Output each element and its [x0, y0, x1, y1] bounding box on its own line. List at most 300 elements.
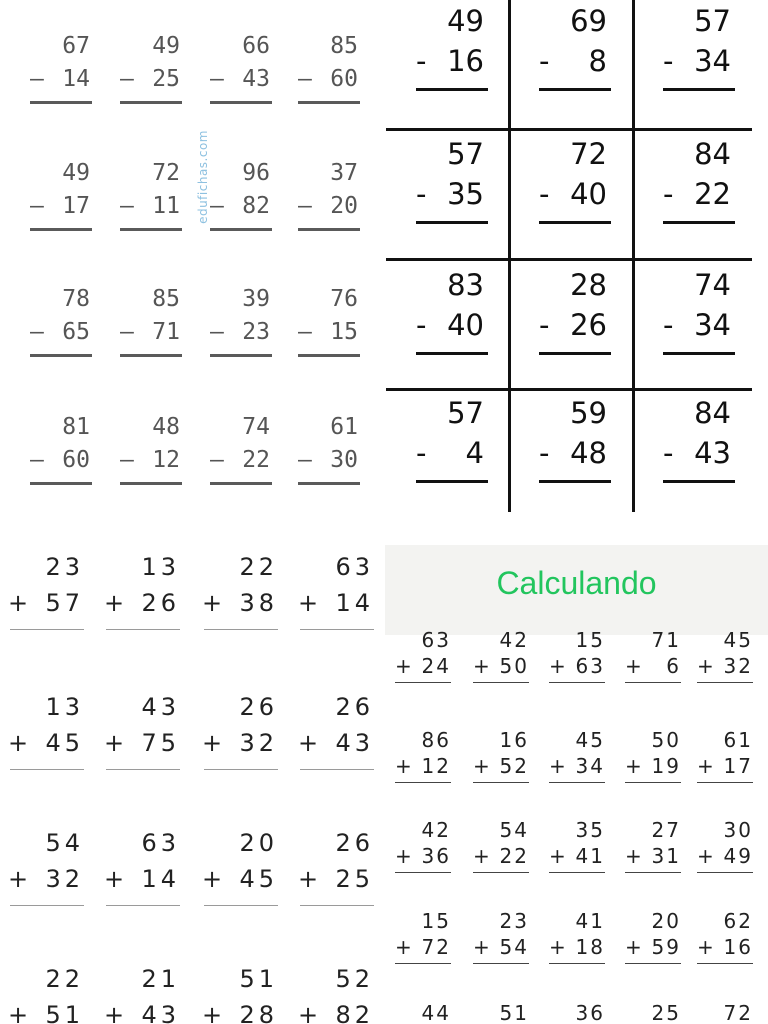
- top-number: 72: [152, 160, 180, 186]
- bottom-number: 17: [723, 754, 753, 778]
- arithmetic-problem: [298, 414, 364, 484]
- arithmetic-problem: [641, 137, 741, 227]
- answer-line: [10, 769, 84, 770]
- operator-sign: +: [202, 1001, 227, 1024]
- arithmetic-problem: [290, 821, 374, 905]
- answer-line: [30, 228, 92, 231]
- operator-sign: –: [120, 66, 134, 92]
- top-number: 52: [335, 965, 374, 993]
- bottom-number: 24: [421, 654, 451, 678]
- answer-line: [395, 963, 451, 964]
- addition-worksheet-bottom-left: [0, 545, 382, 1024]
- arithmetic-problem: [389, 909, 451, 971]
- operator-sign: +: [697, 754, 716, 778]
- top-number: 22: [45, 965, 84, 993]
- bottom-number: 54: [499, 935, 529, 959]
- top-number: 66: [242, 33, 270, 59]
- arithmetic-problem: [467, 909, 529, 971]
- bottom-number: 25: [152, 66, 180, 92]
- grid-line: [386, 128, 752, 131]
- answer-line: [625, 682, 681, 683]
- bottom-number: 43: [335, 729, 374, 757]
- bottom-number: 34: [575, 754, 605, 778]
- arithmetic-problem: [517, 268, 617, 358]
- top-number: 30: [723, 818, 753, 842]
- top-number: 72: [570, 137, 607, 171]
- top-number: 71: [651, 628, 681, 652]
- bottom-number: 41: [575, 844, 605, 868]
- arithmetic-problem: [30, 414, 96, 484]
- bottom-number: 22: [499, 844, 529, 868]
- top-number: 72: [723, 1001, 753, 1024]
- answer-line: [539, 221, 611, 224]
- bottom-number: 82: [335, 1001, 374, 1024]
- top-number: 20: [651, 909, 681, 933]
- bottom-number: 65: [62, 319, 90, 345]
- bottom-number: 34: [694, 44, 731, 78]
- top-number: 59: [570, 396, 607, 430]
- operator-sign: -: [663, 44, 674, 78]
- top-number: 13: [141, 553, 180, 581]
- operator-sign: +: [697, 935, 716, 959]
- operator-sign: +: [298, 865, 323, 893]
- answer-line: [697, 682, 753, 683]
- operator-sign: -: [416, 177, 427, 211]
- bottom-number: 23: [242, 319, 270, 345]
- subtraction-worksheet-top-left: [0, 0, 382, 512]
- operator-sign: +: [298, 729, 323, 757]
- top-number: 51: [499, 1001, 529, 1024]
- answer-line: [210, 354, 272, 357]
- operator-sign: +: [202, 589, 227, 617]
- operator-sign: –: [30, 66, 44, 92]
- operator-sign: –: [298, 193, 312, 219]
- bottom-number: 45: [45, 729, 84, 757]
- bottom-number: 16: [447, 44, 484, 78]
- bottom-number: 38: [239, 589, 278, 617]
- arithmetic-problem: [691, 728, 753, 790]
- operator-sign: -: [539, 436, 550, 470]
- arithmetic-problem: [517, 396, 617, 486]
- bottom-number: 75: [141, 729, 180, 757]
- bottom-number: 14: [335, 589, 374, 617]
- arithmetic-problem: [0, 957, 84, 1024]
- bottom-number: 57: [45, 589, 84, 617]
- top-number: 20: [239, 829, 278, 857]
- arithmetic-problem: [394, 396, 494, 486]
- operator-sign: +: [625, 754, 644, 778]
- grid-line: [632, 0, 635, 512]
- answer-line: [395, 782, 451, 783]
- top-number: 42: [421, 818, 451, 842]
- operator-sign: -: [539, 308, 550, 342]
- top-number: 85: [330, 33, 358, 59]
- arithmetic-problem: [641, 268, 741, 358]
- operator-sign: +: [473, 935, 492, 959]
- answer-line: [120, 482, 182, 485]
- bottom-number: 48: [570, 436, 607, 470]
- answer-line: [106, 905, 180, 906]
- top-number: 49: [62, 160, 90, 186]
- answer-line: [210, 482, 272, 485]
- grid-line: [508, 0, 511, 512]
- answer-line: [298, 354, 360, 357]
- answer-line: [539, 352, 611, 355]
- top-number: 45: [723, 628, 753, 652]
- arithmetic-problem: [394, 4, 494, 94]
- operator-sign: +: [8, 865, 33, 893]
- top-number: 61: [723, 728, 753, 752]
- operator-sign: –: [210, 193, 224, 219]
- operator-sign: +: [395, 654, 414, 678]
- arithmetic-problem: [290, 545, 374, 629]
- answer-line: [204, 769, 278, 770]
- bottom-number: 49: [723, 844, 753, 868]
- top-number: 62: [723, 909, 753, 933]
- watermark: edufichas.com: [196, 130, 210, 224]
- operator-sign: -: [663, 177, 674, 211]
- bottom-number: 20: [330, 193, 358, 219]
- bottom-number: 26: [570, 308, 607, 342]
- operator-sign: +: [298, 1001, 323, 1024]
- top-number: 67: [62, 33, 90, 59]
- answer-line: [106, 769, 180, 770]
- answer-line: [663, 352, 735, 355]
- operator-sign: +: [697, 844, 716, 868]
- top-number: 63: [335, 553, 374, 581]
- answer-line: [663, 480, 735, 483]
- operator-sign: +: [549, 844, 568, 868]
- worksheet-title: Calculando: [496, 565, 657, 601]
- arithmetic-problem: [467, 628, 529, 690]
- bottom-number: 35: [447, 177, 484, 211]
- operator-sign: +: [625, 844, 644, 868]
- top-number: 15: [421, 909, 451, 933]
- bottom-number: 59: [651, 935, 681, 959]
- top-number: 22: [239, 553, 278, 581]
- top-number: 84: [694, 396, 731, 430]
- answer-line: [549, 682, 605, 683]
- arithmetic-problem: [30, 286, 96, 356]
- answer-line: [298, 482, 360, 485]
- operator-sign: -: [539, 177, 550, 211]
- bottom-number: 43: [141, 1001, 180, 1024]
- arithmetic-problem: [641, 4, 741, 94]
- answer-line: [549, 872, 605, 873]
- bottom-number: 52: [499, 754, 529, 778]
- answer-line: [539, 88, 611, 91]
- bottom-number: 43: [242, 66, 270, 92]
- top-number: 57: [694, 4, 731, 38]
- top-number: 61: [330, 414, 358, 440]
- operator-sign: –: [298, 319, 312, 345]
- top-number: 74: [242, 414, 270, 440]
- operator-sign: +: [8, 1001, 33, 1024]
- operator-sign: –: [298, 447, 312, 473]
- top-number: 42: [499, 628, 529, 652]
- arithmetic-problem: [298, 286, 364, 356]
- answer-line: [210, 101, 272, 104]
- answer-line: [30, 482, 92, 485]
- arithmetic-problem: [543, 628, 605, 690]
- arithmetic-problem: [389, 628, 451, 690]
- answer-line: [298, 228, 360, 231]
- arithmetic-problem: [120, 286, 186, 356]
- operator-sign: –: [120, 193, 134, 219]
- bottom-number: 60: [330, 66, 358, 92]
- arithmetic-problem: [517, 4, 617, 94]
- answer-line: [204, 905, 278, 906]
- top-number: 15: [575, 628, 605, 652]
- answer-line: [625, 782, 681, 783]
- grid-line: [386, 388, 752, 391]
- bottom-number: 72: [421, 935, 451, 959]
- operator-sign: +: [104, 865, 129, 893]
- top-number: 69: [570, 4, 607, 38]
- top-number: 83: [447, 268, 484, 302]
- arithmetic-problem: [120, 33, 186, 103]
- bottom-number: 16: [723, 935, 753, 959]
- top-number: 54: [499, 818, 529, 842]
- arithmetic-problem: [194, 545, 278, 629]
- top-number: 26: [335, 829, 374, 857]
- arithmetic-problem: [543, 818, 605, 880]
- arithmetic-problem: [619, 909, 681, 971]
- operator-sign: -: [539, 44, 550, 78]
- top-number: 84: [694, 137, 731, 171]
- answer-line: [210, 228, 272, 231]
- top-number: 74: [694, 268, 731, 302]
- operator-sign: -: [663, 308, 674, 342]
- top-number: 44: [421, 1001, 451, 1024]
- top-number: 26: [239, 693, 278, 721]
- arithmetic-problem: [96, 545, 180, 629]
- top-number: 76: [330, 286, 358, 312]
- operator-sign: +: [473, 754, 492, 778]
- arithmetic-problem: [210, 160, 276, 230]
- arithmetic-problem: [641, 396, 741, 486]
- bottom-number: 12: [152, 447, 180, 473]
- operator-sign: +: [298, 589, 323, 617]
- bottom-number: 12: [421, 754, 451, 778]
- operator-sign: +: [625, 935, 644, 959]
- operator-sign: +: [549, 754, 568, 778]
- answer-line: [697, 963, 753, 964]
- arithmetic-problem: [619, 818, 681, 880]
- operator-sign: +: [395, 844, 414, 868]
- bottom-number: 50: [499, 654, 529, 678]
- operator-sign: +: [104, 729, 129, 757]
- bottom-number: 26: [141, 589, 180, 617]
- arithmetic-problem: [389, 818, 451, 880]
- bottom-number: 32: [239, 729, 278, 757]
- bottom-number: 15: [330, 319, 358, 345]
- top-number: 28: [570, 268, 607, 302]
- calculando-worksheet: [385, 545, 768, 1024]
- arithmetic-problem: [517, 137, 617, 227]
- operator-sign: +: [549, 935, 568, 959]
- answer-line: [473, 963, 529, 964]
- answer-line: [298, 101, 360, 104]
- operator-sign: +: [202, 865, 227, 893]
- operator-sign: +: [104, 1001, 129, 1024]
- top-number: 51: [239, 965, 278, 993]
- answer-line: [625, 872, 681, 873]
- bottom-number: 11: [152, 193, 180, 219]
- bottom-number: 14: [62, 66, 90, 92]
- bottom-number: 6: [666, 654, 681, 678]
- arithmetic-problem: [194, 821, 278, 905]
- operator-sign: +: [395, 935, 414, 959]
- bottom-number: 25: [335, 865, 374, 893]
- bottom-number: 22: [242, 447, 270, 473]
- arithmetic-problem: [210, 33, 276, 103]
- bottom-number: 60: [62, 447, 90, 473]
- arithmetic-problem: [0, 685, 84, 769]
- arithmetic-problem: [120, 160, 186, 230]
- bottom-number: 71: [152, 319, 180, 345]
- bottom-number: 40: [570, 177, 607, 211]
- operator-sign: +: [202, 729, 227, 757]
- operator-sign: -: [416, 44, 427, 78]
- answer-line: [416, 88, 488, 91]
- arithmetic-problem: [30, 33, 96, 103]
- bottom-number: 51: [45, 1001, 84, 1024]
- arithmetic-problem: [96, 685, 180, 769]
- operator-sign: -: [663, 436, 674, 470]
- top-number: 23: [45, 553, 84, 581]
- arithmetic-problem: [290, 685, 374, 769]
- top-number: 63: [141, 829, 180, 857]
- answer-line: [625, 963, 681, 964]
- operator-sign: –: [210, 447, 224, 473]
- operator-sign: –: [210, 319, 224, 345]
- top-number: 25: [651, 1001, 681, 1024]
- answer-line: [697, 782, 753, 783]
- arithmetic-problem: [210, 286, 276, 356]
- top-number: 78: [62, 286, 90, 312]
- arithmetic-problem: [543, 728, 605, 790]
- top-number: 35: [575, 818, 605, 842]
- top-number: 36: [575, 1001, 605, 1024]
- answer-line: [473, 872, 529, 873]
- bottom-number: 14: [141, 865, 180, 893]
- top-number: 48: [152, 414, 180, 440]
- top-number: 49: [152, 33, 180, 59]
- operator-sign: -: [416, 308, 427, 342]
- top-number: 41: [575, 909, 605, 933]
- bottom-number: 19: [651, 754, 681, 778]
- answer-line: [473, 682, 529, 683]
- arithmetic-problem: [298, 160, 364, 230]
- arithmetic-problem: [96, 957, 180, 1024]
- bottom-number: 40: [447, 308, 484, 342]
- operator-sign: -: [416, 436, 427, 470]
- answer-line: [10, 905, 84, 906]
- top-number: 86: [421, 728, 451, 752]
- answer-line: [10, 629, 84, 630]
- top-number: 96: [242, 160, 270, 186]
- arithmetic-problem: [691, 909, 753, 971]
- arithmetic-problem: [619, 728, 681, 790]
- arithmetic-problem: [543, 909, 605, 971]
- operator-sign: +: [473, 654, 492, 678]
- top-number: 85: [152, 286, 180, 312]
- operator-sign: –: [120, 319, 134, 345]
- arithmetic-problem: [619, 628, 681, 690]
- answer-line: [395, 682, 451, 683]
- arithmetic-problem: [467, 728, 529, 790]
- grid-line: [386, 258, 752, 261]
- arithmetic-problem: [394, 137, 494, 227]
- arithmetic-problem: [298, 33, 364, 103]
- top-number: 13: [45, 693, 84, 721]
- top-number: 27: [651, 818, 681, 842]
- answer-line: [120, 228, 182, 231]
- bottom-number: 22: [694, 177, 731, 211]
- answer-line: [663, 88, 735, 91]
- arithmetic-problem: [96, 821, 180, 905]
- top-number: 49: [447, 4, 484, 38]
- arithmetic-problem: [691, 628, 753, 690]
- bottom-number: 34: [694, 308, 731, 342]
- answer-line: [416, 480, 488, 483]
- top-number: 50: [651, 728, 681, 752]
- bottom-number: 32: [45, 865, 84, 893]
- bottom-number: 4: [465, 436, 484, 470]
- operator-sign: –: [210, 66, 224, 92]
- top-number: 57: [447, 137, 484, 171]
- answer-line: [120, 354, 182, 357]
- bottom-number: 43: [694, 436, 731, 470]
- bottom-number: 17: [62, 193, 90, 219]
- answer-line: [539, 480, 611, 483]
- operator-sign: +: [104, 589, 129, 617]
- answer-line: [697, 872, 753, 873]
- answer-line: [300, 769, 374, 770]
- bottom-number: 45: [239, 865, 278, 893]
- top-number: 81: [62, 414, 90, 440]
- answer-line: [106, 629, 180, 630]
- top-number: 16: [499, 728, 529, 752]
- arithmetic-problem: [0, 545, 84, 629]
- operator-sign: +: [473, 844, 492, 868]
- bottom-number: 36: [421, 844, 451, 868]
- bottom-number: 28: [239, 1001, 278, 1024]
- operator-sign: +: [697, 654, 716, 678]
- top-number: 54: [45, 829, 84, 857]
- operator-sign: –: [120, 447, 134, 473]
- answer-line: [395, 872, 451, 873]
- operator-sign: +: [8, 729, 33, 757]
- answer-line: [416, 352, 488, 355]
- top-number: 57: [447, 396, 484, 430]
- answer-line: [30, 101, 92, 104]
- bottom-number: 63: [575, 654, 605, 678]
- top-number: 43: [141, 693, 180, 721]
- answer-line: [549, 963, 605, 964]
- operator-sign: –: [30, 447, 44, 473]
- answer-line: [663, 221, 735, 224]
- bottom-number: 30: [330, 447, 358, 473]
- bottom-number: 32: [723, 654, 753, 678]
- arithmetic-problem: [394, 268, 494, 358]
- top-number: 21: [141, 965, 180, 993]
- bottom-number: 8: [588, 44, 607, 78]
- subtraction-grid-worksheet: [386, 0, 768, 512]
- arithmetic-problem: [30, 160, 96, 230]
- top-number: 39: [242, 286, 270, 312]
